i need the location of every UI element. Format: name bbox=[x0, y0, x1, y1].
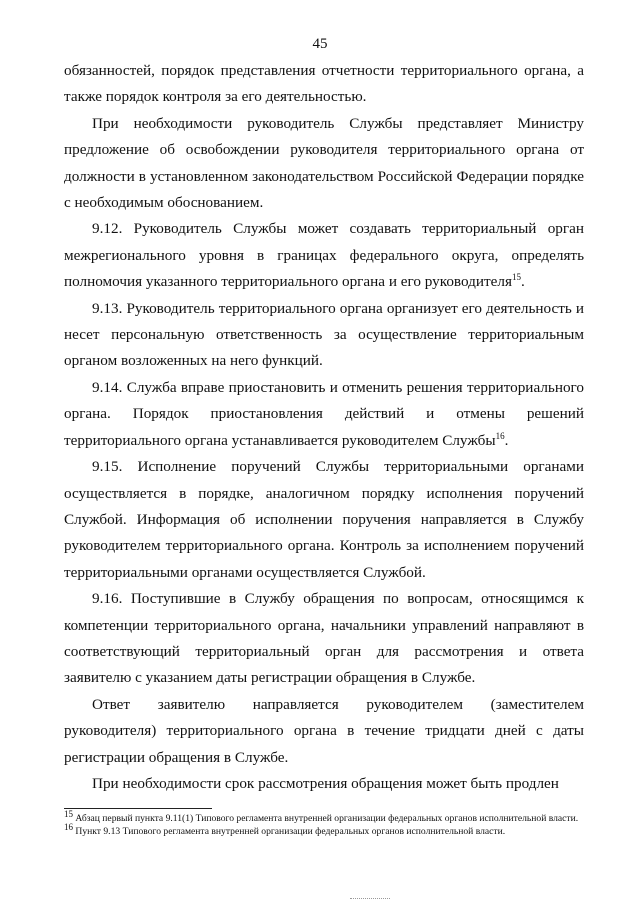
paragraph-text: 9.14. Служба вправе приостановить и отменить решения территориального органа. Порядок приостановления действий и отмены решений территориального органа устанавливается руководителем Службы bbox=[64, 378, 584, 449]
paragraph-9-15: 9.15. Исполнение поручений Службы территориальными органами осуществляется в порядке, аналогичном порядку исполнения поручений Службой. Информация об исполнении поручения направляется в Службу руководителем территориального органа. Контроль за исполнением поручений территориальными органами осуществляется Службой. bbox=[64, 458, 584, 581]
paragraph: Ответ заявителю направляется руководителем (заместителем руководителя) территориального органа в течение тридцати дней с даты регистрации обращения в Службе. bbox=[64, 695, 584, 766]
sentence-end: . bbox=[520, 273, 525, 291]
footnote-divider bbox=[64, 808, 212, 809]
footnote-text: Пункт 9.13 Типового регламента внутренней организации федеральных органов исполнительной власти. bbox=[73, 826, 506, 837]
footnote-marker: 16 bbox=[64, 821, 73, 832]
footnote-text: Абзац первый пункта 9.11(1) Типового регламента внутренней организации федеральных органов исполнительной власти. bbox=[73, 813, 579, 824]
paragraph-continuation: обязанностей, порядок представления отчетности территориального органа, а также порядок контроля за его деятельностью. bbox=[64, 62, 584, 106]
footnote-ref-15[interactable]: 15 bbox=[511, 272, 521, 283]
footnote-16 bbox=[64, 821, 584, 838]
document-body bbox=[64, 58, 584, 797]
paragraph-9-16: 9.16. Поступившие в Службу обращения по вопросам, относящимся к компетенции территориального органа, начальники управлений направляют в соответствующий территориальный орган для рассмотрения и ответа заявителю с указанием даты регистрации обращения в Службе. bbox=[64, 590, 584, 687]
scan-artifact bbox=[350, 898, 390, 901]
footnote-15 bbox=[64, 808, 584, 825]
footnotes bbox=[64, 808, 584, 838]
footnote-marker: 15 bbox=[64, 808, 73, 819]
paragraph: При необходимости руководитель Службы представляет Министру предложение об освобождении руководителя территориального органа от должности в установленном законодательством Российской Федерации порядке с необходимым обоснованием. bbox=[64, 114, 584, 212]
paragraph-text: 9.12. Руководитель Службы может создавать территориальный орган межрегионального уровня в границах федерального округа, определять полномочия указанного территориального органа и его руководителя bbox=[64, 220, 584, 291]
paragraph-9-13: 9.13. Руководитель территориального органа организует его деятельность и несет персональную ответственность за осуществление территориальным органом возложенных на него функций. bbox=[64, 299, 584, 370]
page-number: 45 bbox=[312, 36, 328, 52]
paragraph-9-14 bbox=[64, 375, 584, 454]
footnote-ref-16[interactable]: 16 bbox=[495, 430, 505, 441]
paragraph-9-12 bbox=[64, 216, 584, 295]
paragraph: При необходимости срок рассмотрения обращения может быть продлен bbox=[92, 774, 559, 792]
sentence-end: . bbox=[504, 431, 509, 449]
